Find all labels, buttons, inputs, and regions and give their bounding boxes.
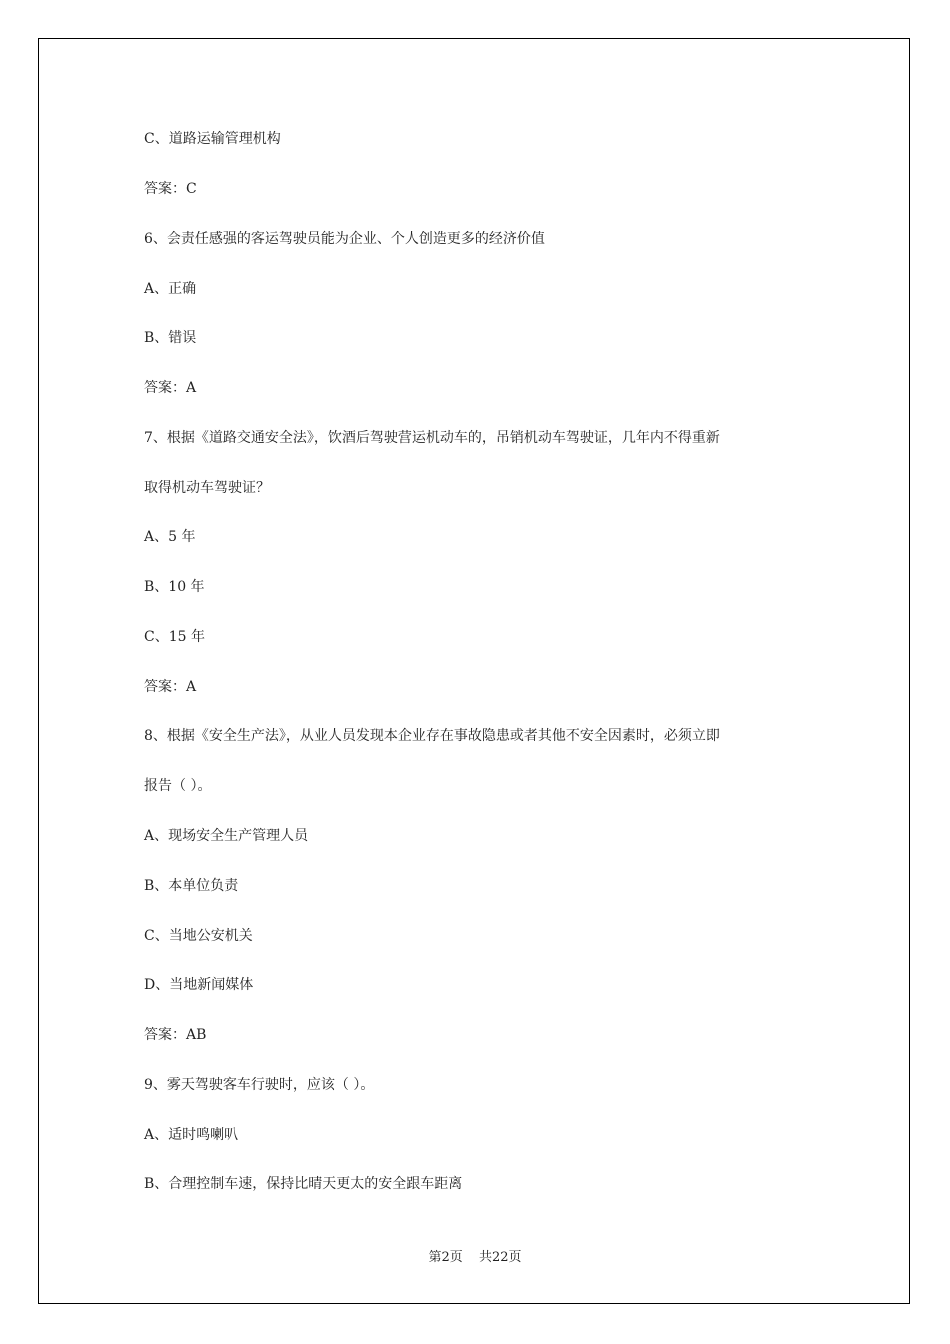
page-total: 共22页 [478, 1250, 522, 1265]
option-a-q8: A、现场安全生产管理人员 [144, 828, 309, 844]
question-7-line-2: 取得机动车驾驶证？ [144, 480, 270, 496]
answer-q8: 答案：AB [144, 1027, 207, 1043]
option-c-q8: C、当地公安机关 [144, 928, 253, 944]
answer-q7: 答案：A [144, 679, 197, 695]
option-b-q7: B、10 年 [144, 579, 205, 595]
page-footer [0, 1248, 950, 1268]
answer-q6: 答案：A [144, 380, 197, 396]
option-b-q9: B、合理控制车速，保持比晴天更太的安全跟车距离 [144, 1176, 463, 1192]
option-b-q6: B、错误 [144, 330, 197, 346]
page-number: 第2页 [428, 1250, 463, 1265]
option-a-q6: A、正确 [144, 281, 197, 297]
question-7-line-1: 7、根据《道路交通安全法》，饮酒后驾驶营运机动车的，吊销机动车驾驶证，几年内不得重新 [144, 430, 720, 446]
option-a-q9: A、适时鸣喇叭 [144, 1127, 239, 1143]
question-6: 6、会责任感强的客运驾驶员能为企业、个人创造更多的经济价值 [144, 231, 545, 247]
question-8-line-1: 8、根据《安全生产法》，从业人员发现本企业存在事故隐患或者其他不安全因素时，必须立即 [144, 728, 720, 744]
answer-q5: 答案：C [144, 181, 197, 197]
option-a-q7: A、5 年 [144, 529, 196, 545]
question-9: 9、雾天驾驶客车行驶时，应该（ ）。 [144, 1077, 375, 1093]
question-8-line-2: 报告（ ）。 [144, 778, 212, 794]
option-c-q7: C、15 年 [144, 629, 205, 645]
page-border [38, 38, 910, 1304]
option-d-q8: D、当地新闻媒体 [144, 977, 254, 993]
option-b-q8: B、本单位负责 [144, 878, 239, 894]
option-c-q5: C、道路运输管理机构 [144, 131, 281, 147]
